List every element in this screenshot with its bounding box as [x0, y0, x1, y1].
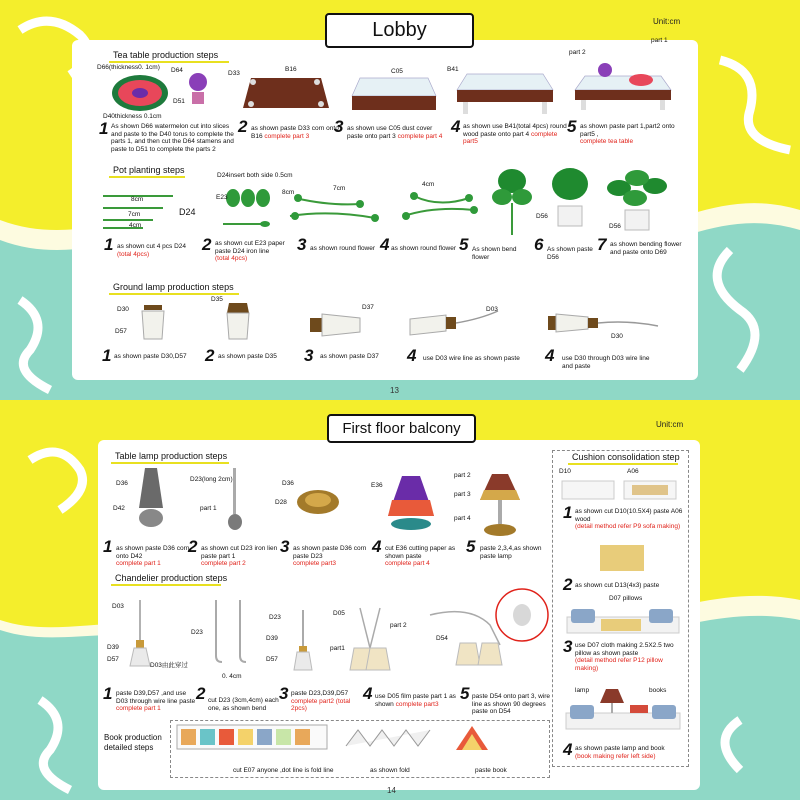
label-d05: D05 [333, 610, 345, 617]
step-text: paste 2,3,4,as shown paste lamp [480, 545, 542, 560]
label-d24: D24 [179, 207, 196, 217]
tabletop-base-image [243, 74, 329, 112]
section-heading-lamp: Ground lamp production steps [113, 282, 234, 292]
step-number: 1 [104, 235, 114, 254]
section-heading-book: Book production detailed steps [104, 733, 162, 752]
step-number: 1 [99, 119, 109, 138]
round-flower-image [290, 186, 380, 231]
step-text: as shown paste D36 corn paste D23 complete part3 [293, 545, 367, 567]
step-number: 4 [380, 235, 390, 254]
lamp-base-disc-image [296, 488, 340, 516]
label-4cm-b: 4cm [422, 181, 435, 188]
step-text: paste D23,D39,D57 complete part2 (total 2pcs) [291, 690, 351, 712]
label-lamp: lamp [575, 687, 590, 694]
step-number: 1 [102, 346, 112, 365]
label-d51: D51 [173, 98, 185, 105]
label-d23-b: D23 [269, 614, 281, 621]
unit-label: Unit:cm [653, 17, 681, 26]
potted-plant-image [548, 166, 592, 230]
section-heading-tea: Tea table production steps [113, 50, 218, 60]
label-d66: D66(thickness0. 1cm) [97, 64, 160, 71]
label-d57-b: D57 [266, 656, 278, 663]
round-flower-bundle-image [404, 186, 476, 226]
step-text: paste D39,D57 ,and use D03 through wire line paste complete part 1 [116, 690, 196, 712]
label-d54: D54 [436, 635, 448, 642]
label-7cm: 7cm [128, 211, 141, 218]
step-text: as shown paste D30,D57 [114, 353, 187, 360]
label-7cm-b: 7cm [333, 185, 346, 192]
step-text: as shown round flower [310, 245, 376, 252]
lamp-sideways-image [310, 312, 362, 338]
step-number: 2 [202, 235, 212, 254]
label-c05: C05 [391, 68, 403, 75]
label-d10: D10 [559, 468, 571, 475]
label-d40: D40thickness 0.1cm [103, 113, 162, 120]
step-number: 7 [597, 235, 607, 254]
book-step-paste: paste book [475, 767, 507, 774]
lamp-base-image [140, 305, 166, 341]
step-text: as shown paste D36 corn onto D42 complete part 1 [116, 545, 190, 567]
step-number: 2 [188, 537, 198, 556]
label-d30: D30 [117, 306, 129, 313]
step-text: paste D54 onto part 3, wire line as shown 90 degrees paste on D54 [472, 693, 551, 715]
label-part1: part1 [330, 645, 345, 652]
step-text: as shown paste D35 [218, 353, 277, 360]
watermelon-slices-image [112, 68, 172, 113]
step-text: use D07 cloth making 2.5X2.5 two pillow as shown paste (detail method refer P12 pillow making) [575, 642, 674, 672]
label-d23: D23(long 2cm) [190, 476, 233, 483]
book-step-cut: cut E07 anyone ,dot line is fold line [233, 767, 334, 774]
label-e36: E36 [371, 482, 383, 489]
step-text: as shown paste part 1,part2 onto part5 , complete tea table [580, 123, 675, 145]
label-d33: D33 [228, 70, 240, 77]
paper-leaves-image [213, 186, 273, 232]
step-text: as shown cut D23 iron lien paste part 1 complete part 2 [201, 545, 278, 567]
step-number: 4 [563, 740, 573, 759]
label-part2: part 2 [454, 472, 471, 479]
lamp-with-cap-image [225, 303, 251, 341]
step-text: as shown round flower [391, 245, 457, 252]
label-0-4cm: 0. 4cm [222, 673, 242, 680]
folded-book-image [346, 726, 436, 752]
label-insert-both-side: D24insert both side 0.5cm [217, 172, 293, 179]
label-d42: D42 [113, 505, 125, 512]
patterned-lampshade-image [386, 476, 436, 532]
label-d57: D57 [107, 656, 119, 663]
step-number: 3 [334, 117, 344, 136]
cushion-board-image [560, 477, 680, 503]
label-d30-b: D30 [611, 333, 623, 340]
step-number: 3 [563, 637, 573, 656]
balcony-page [0, 400, 800, 800]
label-d39: D39 [107, 644, 119, 651]
step-number: 5 [567, 117, 577, 136]
step-number: 1 [563, 503, 573, 522]
step-number: 2 [196, 684, 206, 703]
label-8cm: 8cm [131, 196, 144, 203]
label-part1: part 1 [651, 37, 668, 44]
label-d03: D03 [486, 306, 498, 313]
step-number: 3 [279, 684, 289, 703]
label-part2: part 2 [390, 622, 407, 629]
step-number: 4 [451, 117, 461, 136]
lamp-wire-through-image [548, 312, 660, 334]
label-d39-b: D39 [266, 635, 278, 642]
label-part2: part 2 [569, 49, 586, 56]
label-a06: A06 [627, 468, 639, 475]
step-text: As shown paste D56 [547, 246, 593, 261]
step-text: as shown cut D10(10.5X4) paste A06 wood (detail method refer P9 sofa making) [575, 508, 683, 530]
finished-table-lamp-image [478, 474, 522, 538]
label-8cm-b: 8cm [282, 189, 295, 196]
step-number: 2 [205, 346, 215, 365]
step-number: 6 [534, 235, 544, 254]
step-text: as shown use C05 dust cover paste onto part 3 complete part 4 [347, 125, 443, 140]
label-b41: B41 [447, 66, 459, 73]
label-d03-pass: D03由此穿过 [150, 662, 188, 669]
step-number: 1 [103, 537, 113, 556]
step-number: 2 [238, 117, 248, 136]
step-text: as shown bending flower and paste onto D69 [610, 241, 682, 256]
step-number: 3 [280, 537, 290, 556]
label-d28: D28 [275, 499, 287, 506]
step-number: 1 [103, 684, 113, 703]
label-d64: D64 [171, 67, 183, 74]
label-4cm: 4cm [129, 222, 142, 229]
label-part3: part 3 [454, 491, 471, 498]
rod-with-bulb-image [292, 610, 314, 674]
book-step-fold: as shown fold [370, 767, 410, 774]
step-text: use D30 through D03 wire line and paste [562, 355, 650, 370]
step-number: 5 [459, 235, 469, 254]
step-text: As shown D66 watermelon cut into slices and paste to the D40 torus to complete the parts 1, and then cut the D64 stamens and paste to D51 to complete the parts 2 [111, 123, 234, 153]
step-number: 4 [407, 346, 417, 365]
label-books: books [649, 687, 667, 694]
label-d36-b: D36 [282, 480, 294, 487]
pillows-image [567, 603, 679, 635]
chandelier-assembly-image [340, 608, 400, 678]
step-text: use D05 film paste part 1 as shown complete part3 [375, 693, 456, 708]
section-heading-pot: Pot planting steps [113, 165, 185, 175]
step-number: 5 [460, 684, 470, 703]
step-number: 2 [563, 575, 573, 594]
step-text: cut E36 cutting paper as shown paste complete part 4 [385, 545, 456, 567]
label-d57: D57 [115, 328, 127, 335]
label-d36: D36 [116, 480, 128, 487]
table-with-legs-image [457, 70, 553, 116]
section-heading-chandelier: Chandelier production steps [115, 573, 227, 583]
label-b16: B16 [285, 66, 297, 73]
page-number: 14 [387, 786, 396, 795]
step-text: as shown cut 4 pcs D24 (total 4pcs) [117, 243, 187, 258]
label-d37: D37 [362, 304, 374, 311]
lamp-body-image [137, 468, 165, 528]
step-text: cut D23 (3cm,4cm) each one, as shown bend [208, 697, 279, 712]
label-d03: D03 [112, 603, 124, 610]
book-pages-strip-image [177, 723, 327, 751]
unit-label: Unit:cm [656, 420, 684, 429]
section-heading-table-lamp: Table lamp production steps [115, 451, 227, 461]
label-part4: part 4 [454, 515, 471, 522]
label-d56-b: D56 [609, 223, 621, 230]
page-title: First floor balcony [327, 414, 476, 443]
step-number: 4 [545, 346, 555, 365]
step-text: As shown bend flower [472, 246, 517, 261]
section-heading-cushion: Cushion consolidation step [572, 452, 680, 462]
step-text: as shown paste D37 [320, 353, 379, 360]
step-text: as shown paste lamp and book (book making refer left side) [575, 745, 665, 760]
bent-rods-image [210, 600, 250, 666]
label-e23: E23 [216, 194, 228, 201]
potted-flower-image [186, 72, 210, 106]
step-number: 3 [297, 235, 307, 254]
label-part1: part 1 [200, 505, 217, 512]
page-title: Lobby [325, 13, 474, 48]
step-text: use D03 wire line as shown paste [423, 355, 520, 362]
finished-chandelier-image [430, 585, 550, 680]
label-d56: D56 [536, 213, 548, 220]
step-text: as shown cut D13(4x3) paste [575, 582, 660, 589]
label-d35: D35 [211, 296, 223, 303]
page-number: 13 [390, 386, 399, 395]
step-text: as shown paste D33 corn onto B16 complete part 3 [251, 125, 339, 140]
finished-tea-table-image [575, 60, 671, 112]
step-text: as shown use B41(total 4pcs) round wood paste onto part 4 complete part5 [463, 123, 567, 145]
step-number: 4 [372, 537, 382, 556]
finished-book-image [452, 722, 492, 754]
step-number: 3 [304, 346, 314, 365]
bent-flower-image [492, 167, 534, 237]
dust-cover-image [352, 74, 436, 114]
fabric-swatch-image [580, 543, 664, 573]
label-d23: D23 [191, 629, 203, 636]
step-number: 4 [363, 684, 373, 703]
step-number: 5 [466, 537, 476, 556]
label-d07-pillows: D07 pillows [609, 595, 643, 602]
step-text: as shown cut E23 paper paste D24 iron line (total 4pcs) [215, 240, 285, 262]
